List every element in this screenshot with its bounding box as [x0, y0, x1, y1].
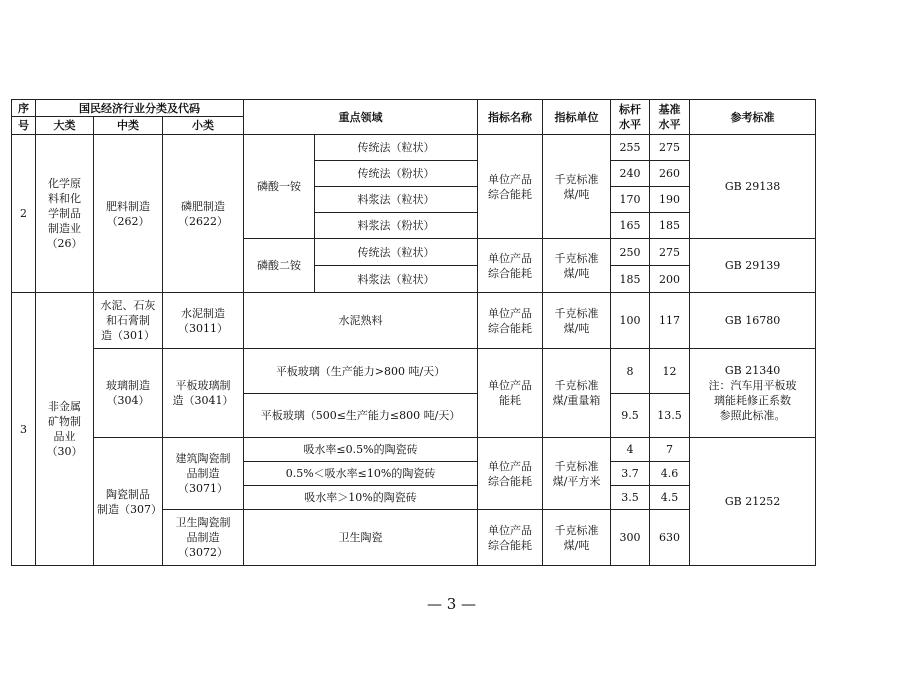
header-benchmark: 标杆 水平 [611, 100, 650, 135]
seq-cell: 2 [12, 135, 36, 293]
header-classification: 国民经济行业分类及代码 [36, 100, 244, 117]
medium-category-cell: 陶瓷制品 制造（307） [94, 438, 163, 566]
minor-category-cell: 卫生陶瓷制 品制造 （3072） [163, 510, 244, 566]
minor-category-cell: 建筑陶瓷制 品制造 （3071） [163, 438, 244, 510]
indicator-name-cell: 单位产品 综合能耗 [478, 510, 543, 566]
baseline-value: 12 [650, 349, 690, 394]
indicator-unit-cell: 千克标准 煤/吨 [543, 510, 611, 566]
baseline-value: 117 [650, 293, 690, 349]
benchmark-value: 3.5 [611, 486, 650, 510]
benchmark-value: 250 [611, 239, 650, 266]
reference-cell: GB 29138 [690, 135, 816, 239]
table-row [12, 293, 816, 349]
benchmark-value: 8 [611, 349, 650, 394]
reference-cell: GB 21252 [690, 438, 816, 566]
seq-cell: 3 [12, 293, 36, 566]
baseline-value: 4.6 [650, 462, 690, 486]
field-cell: 水泥熟料 [244, 293, 478, 349]
indicator-name-cell: 单位产品 能耗 [478, 349, 543, 438]
benchmark-value: 240 [611, 161, 650, 187]
process-cell: 传统法（粒状） [315, 239, 478, 266]
reference-note-cell: GB 21340 注：汽车用平板玻 璃能耗修正系数 参照此标准。 [690, 349, 816, 438]
indicator-unit-cell: 千克标准 煤/重量箱 [543, 349, 611, 438]
minor-category-cell: 磷肥制造 （2622） [163, 135, 244, 293]
field-cell: 平板玻璃（生产能力>800 吨/天） [244, 349, 478, 394]
baseline-value: 7 [650, 438, 690, 462]
energy-benchmark-table [11, 99, 816, 566]
baseline-value: 200 [650, 266, 690, 293]
field-cell: 吸水率≤0.5%的陶瓷砖 [244, 438, 478, 462]
benchmark-value: 3.7 [611, 462, 650, 486]
medium-category-cell: 玻璃制造 （304） [94, 349, 163, 438]
indicator-unit-cell: 千克标准 煤/平方米 [543, 438, 611, 510]
indicator-name-cell: 单位产品 综合能耗 [478, 293, 543, 349]
process-cell: 料浆法（粒状） [315, 266, 478, 293]
benchmark-value: 100 [611, 293, 650, 349]
table-row [12, 135, 816, 161]
header-major: 大类 [36, 117, 94, 135]
medium-category-cell: 水泥、石灰 和石膏制 造（301） [94, 293, 163, 349]
table-row [12, 438, 816, 462]
header-reference: 参考标准 [690, 100, 816, 135]
process-cell: 传统法（粒状） [315, 135, 478, 161]
minor-category-cell: 水泥制造 （3011） [163, 293, 244, 349]
benchmark-value: 185 [611, 266, 650, 293]
header-indicator-name: 指标名称 [478, 100, 543, 135]
benchmark-value: 255 [611, 135, 650, 161]
field-cell: 平板玻璃（500≤生产能力≤800 吨/天） [244, 394, 478, 438]
field-cell: 0.5%＜吸水率≤10%的陶瓷砖 [244, 462, 478, 486]
table-row [12, 349, 816, 394]
indicator-name-cell: 单位产品 综合能耗 [478, 135, 543, 239]
minor-category-cell: 平板玻璃制 造（3041） [163, 349, 244, 438]
baseline-value: 13.5 [650, 394, 690, 438]
indicator-unit-cell: 千克标准 煤/吨 [543, 135, 611, 239]
product-cell: 磷酸二铵 [244, 239, 315, 293]
field-cell: 卫生陶瓷 [244, 510, 478, 566]
process-cell: 料浆法（粉状） [315, 213, 478, 239]
indicator-name-cell: 单位产品 综合能耗 [478, 239, 543, 293]
header-row-1 [12, 100, 816, 117]
benchmark-value: 9.5 [611, 394, 650, 438]
baseline-value: 275 [650, 135, 690, 161]
baseline-value: 4.5 [650, 486, 690, 510]
header-seq-bottom: 号 [12, 117, 36, 135]
major-category-cell: 化学原 料和化 学制品 制造业 （26） [36, 135, 94, 293]
indicator-unit-cell: 千克标准 煤/吨 [543, 239, 611, 293]
header-baseline: 基准 水平 [650, 100, 690, 135]
page-number: — 3 — [426, 595, 477, 613]
benchmark-value: 4 [611, 438, 650, 462]
field-cell: 吸水率＞10%的陶瓷砖 [244, 486, 478, 510]
header-indicator-unit: 指标单位 [543, 100, 611, 135]
indicator-unit-cell: 千克标准 煤/吨 [543, 293, 611, 349]
reference-cell: GB 29139 [690, 239, 816, 293]
product-cell: 磷酸一铵 [244, 135, 315, 239]
reference-cell: GB 16780 [690, 293, 816, 349]
baseline-value: 185 [650, 213, 690, 239]
major-category-cell: 非金属 矿物制 品业 （30） [36, 293, 94, 566]
header-minor: 小类 [163, 117, 244, 135]
benchmark-value: 300 [611, 510, 650, 566]
indicator-name-cell: 单位产品 综合能耗 [478, 438, 543, 510]
process-cell: 料浆法（粒状） [315, 187, 478, 213]
process-cell: 传统法（粉状） [315, 161, 478, 187]
baseline-value: 630 [650, 510, 690, 566]
baseline-value: 260 [650, 161, 690, 187]
header-seq-top: 序 [12, 100, 36, 117]
benchmark-value: 165 [611, 213, 650, 239]
benchmark-value: 170 [611, 187, 650, 213]
medium-category-cell: 肥料制造 （262） [94, 135, 163, 293]
baseline-value: 275 [650, 239, 690, 266]
header-focus-field: 重点领域 [244, 100, 478, 135]
header-medium: 中类 [94, 117, 163, 135]
baseline-value: 190 [650, 187, 690, 213]
